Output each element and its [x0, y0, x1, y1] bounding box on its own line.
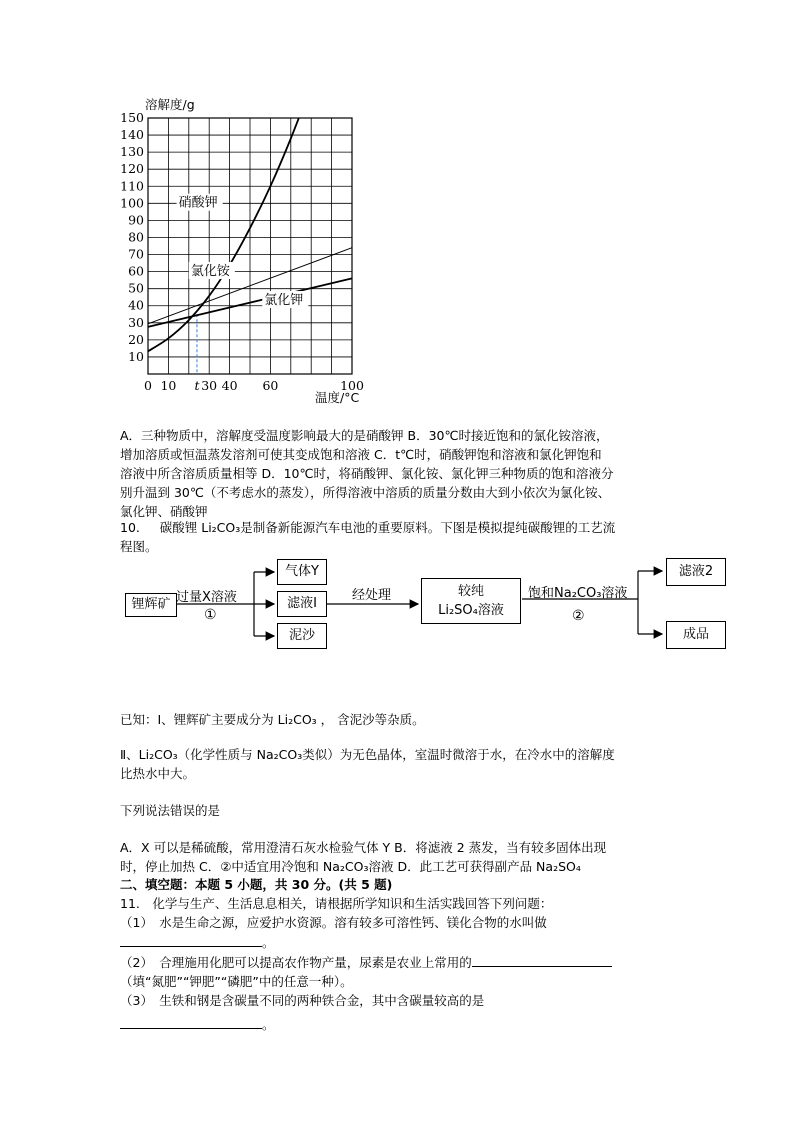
gas-y-box: 气体Y — [277, 559, 327, 585]
li2so4-label: Li₂SO₄溶液 — [438, 603, 504, 618]
ore-box: 锂辉矿 — [125, 593, 177, 617]
y-tick-label: 50 — [128, 280, 144, 296]
product-box: 成品 — [666, 621, 726, 649]
q11-blank-1[interactable] — [120, 932, 262, 947]
y-tick-label: 90 — [128, 212, 144, 228]
y-tick-label: 140 — [120, 127, 144, 143]
q10-stem — [120, 518, 615, 556]
y-tick-label: 120 — [120, 161, 144, 177]
y-tick-label: 30 — [128, 314, 144, 330]
x-tick-label: 60 — [262, 378, 279, 393]
q9-line-3: 溶液中所含溶质质量相等 D．10℃时，将硝酸钾、氯化铵、氯化钾三种物质的饱和溶液分 — [120, 466, 614, 481]
x-tick-label: 10 — [160, 378, 177, 393]
section2-heading: 二、填空题：本题 5 小题，共 30 分。(共 5 题) — [120, 877, 393, 892]
q11-part2: （2） 合理施用化肥可以提高农作物产量，尿素是农业上常用的 — [120, 952, 612, 972]
x-tick-label: t — [194, 378, 200, 393]
y-tick-label: 100 — [120, 195, 144, 211]
q10-stem-1: 碳酸锂 Li₂CO₃是制备新能源汽车电池的重要原料。下图是模拟提纯碳酸锂的工艺流 — [159, 520, 616, 535]
x-tick-label: 30 — [201, 378, 218, 393]
q10-known-1: 已知：Ⅰ、锂辉矿主要成分为 Li₂CO₃ ， 含泥沙等杂质。 — [120, 712, 425, 727]
q11-part1-answer: 。 — [120, 932, 612, 952]
q9-line-5: 氯化钾、硝酸钾 — [120, 504, 208, 519]
chart-plot — [100, 92, 400, 412]
q11-part1: （1） 水是生命之源，应爱护水资源。溶有较多可溶性钙、镁化合物的水叫做 — [120, 915, 547, 930]
q10-question: 下列说法错误的是 — [120, 803, 221, 818]
pure-li2so4-box — [421, 578, 521, 624]
filtrate1-box: 滤液I — [277, 591, 327, 617]
y-tick-label: 60 — [128, 263, 144, 279]
q10-known-2 — [120, 745, 615, 783]
y-tick-label: 70 — [128, 246, 144, 262]
q9-options — [120, 426, 614, 521]
step2-number: ② — [572, 608, 585, 624]
step1-label: 过量X溶液 — [176, 590, 237, 605]
step1-number: ① — [204, 607, 217, 623]
process-flowchart — [120, 555, 740, 655]
q11 — [120, 894, 612, 1034]
solubility-chart — [100, 92, 400, 412]
q10-known-2a: Ⅱ、Li₂CO₃（化学性质与 Na₂CO₃类似）为无色晶体，室温时微溶于水，在冷水中的溶解度 — [120, 747, 615, 762]
q10-opt-1: A．X 可以是稀硫酸，常用澄清石灰水检验气体 Y B．将滤液 2 蒸发，当有较多固体出现 — [120, 840, 607, 855]
q10-opt-2: 时，停止加热 C．②中适宜用冷饱和 Na₂CO₃溶液 D．此工艺可获得副产品 Na₂SO₄ — [120, 859, 581, 874]
filtrate2-box: 滤液2 — [666, 558, 726, 586]
q9-line-4: 别升温到 30℃（不考虑水的蒸发），所得溶液中溶质的质量分数由大到小依次为氯化铵、 — [120, 485, 611, 500]
process-label: 经处理 — [352, 588, 392, 603]
pure-label: 较纯 — [457, 584, 484, 599]
y-axis-label: 溶解度/g — [145, 97, 195, 112]
curve-label: 氯化铵 — [190, 264, 230, 280]
x-tick-label: 100 — [340, 378, 364, 393]
q10-known-2b: 比热水中大。 — [120, 766, 196, 781]
y-tick-label: 10 — [128, 348, 144, 364]
curve-label: 硝酸钾 — [178, 195, 218, 211]
mud-box: 泥沙 — [277, 623, 327, 649]
q9-line-1: A．三种物质中，溶解度受温度影响最大的是硝酸钾 B．30℃时接近饱和的氯化铵溶液， — [120, 428, 609, 443]
y-tick-label: 20 — [128, 331, 144, 347]
q11-blank-3[interactable] — [120, 1014, 262, 1029]
y-tick-label: 80 — [128, 229, 144, 245]
curve-label: 氯化钾 — [264, 293, 304, 309]
y-tick-label: 110 — [120, 178, 144, 194]
q9-line-2: 增加溶质或恒温蒸发溶剂可使其变成饱和溶液 C．t℃时，硝酸钾饱和溶液和氯化钾饱和 — [120, 447, 602, 462]
y-tick-label: 130 — [120, 144, 144, 160]
q11-stem: 11. 化学与生产、生活息息相关，请根据所学知识和生活实践回答下列问题： — [120, 896, 553, 911]
x-tick-label: 0 — [144, 378, 152, 393]
q11-part2b: （填“氮肥”“钾肥”“磷肥”中的任意一种）。 — [120, 974, 353, 989]
q11-part3-answer: 。 — [120, 1014, 612, 1034]
q10-stem-2: 程图。 — [120, 539, 158, 554]
q11-blank-2[interactable] — [472, 952, 612, 967]
q11-part3: （3） 生铁和钢是含碳量不同的两种铁合金，其中含碳量较高的是 — [120, 993, 485, 1008]
q10-number: 10. — [120, 520, 140, 535]
y-tick-label: 150 — [120, 110, 144, 125]
x-tick-label: 40 — [221, 378, 238, 393]
y-tick-label: 40 — [128, 297, 144, 313]
x-axis-label: 温度/°C — [315, 390, 360, 405]
step2-label: 饱和Na₂CO₃溶液 — [528, 586, 628, 601]
q10-options — [120, 838, 606, 876]
